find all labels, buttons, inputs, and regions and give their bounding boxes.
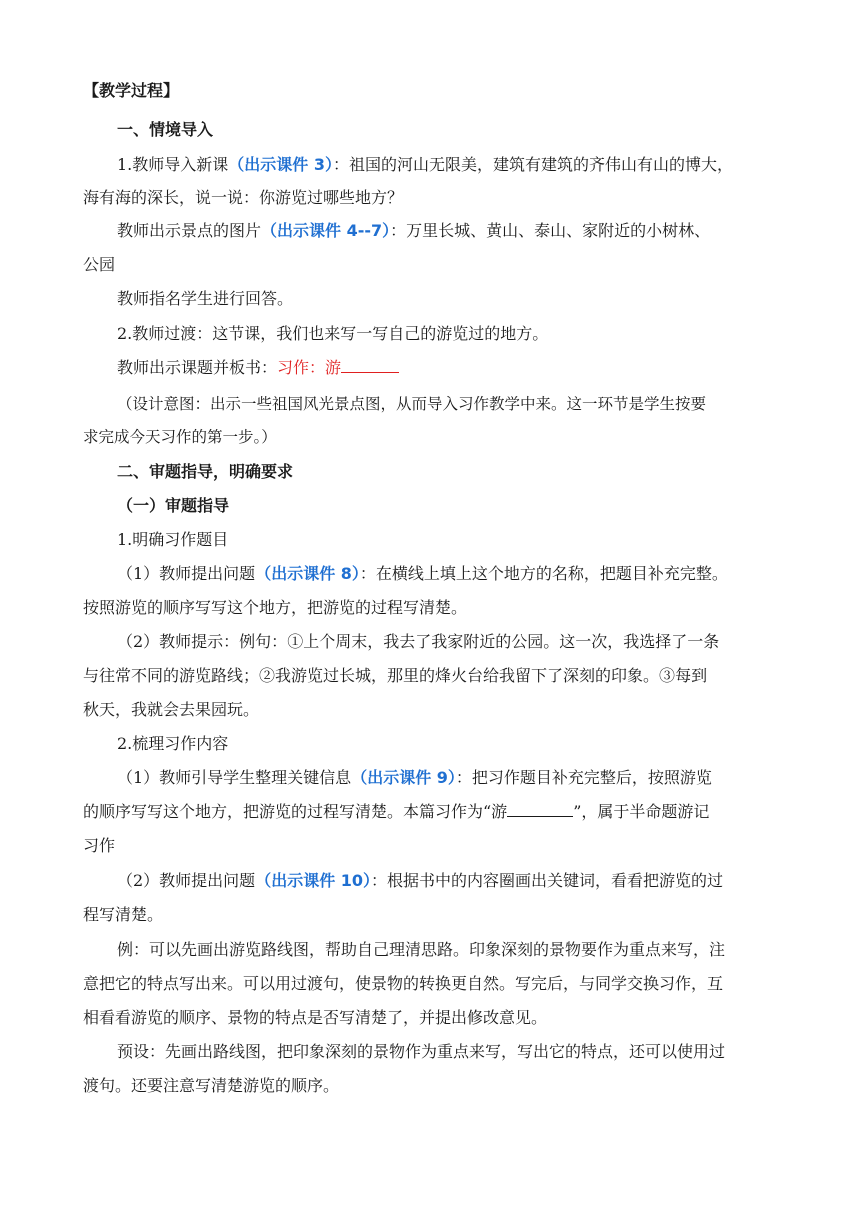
item-2-guide-end: 习作 bbox=[83, 836, 116, 855]
item-2-question-cont: 程写清楚。 bbox=[83, 905, 164, 924]
item-1-hint-cont: 与往常不同的游览路线；②我游览过长城，那里的烽火台给我留下了深刻的印象。③每到 bbox=[83, 666, 708, 685]
item-1-hint-end: 秋天，我就会去果园玩。 bbox=[83, 700, 260, 719]
item-1-question: （1）教师提出问题（出示课件 8）：在横线上填上这个地方的名称，把题目补充完整。 bbox=[117, 564, 728, 583]
example-paragraph: 例：可以先画出游览路线图，帮助自己理清思路。印象深刻的景物要作为重点来写，注 bbox=[117, 940, 726, 959]
item-2-question: （2）教师提出问题（出示课件 10）：根据书中的内容圈画出关键词，看看把游览的过 bbox=[117, 871, 724, 890]
preset-paragraph: 预设：先画出路线图，把印象深刻的景物作为重点来写，写出它的特点，还可以使用过 bbox=[117, 1042, 726, 1061]
courseware-ref: （出示课件 4--7） bbox=[261, 221, 391, 240]
courseware-ref: （出示课件 8） bbox=[255, 564, 360, 583]
item-1-question-cont: 按照游览的顺序写写这个地方，把游览的过程写清楚。 bbox=[83, 598, 468, 617]
courseware-ref: （出示课件 9） bbox=[351, 768, 456, 787]
paragraph-answer: 教师指名学生进行回答。 bbox=[117, 289, 294, 308]
section-title-1: 一、情境导入 bbox=[117, 120, 214, 139]
item-1-hint: （2）教师提示：例句：①上个周末，我去了我家附近的公园。这一次，我选择了一条 bbox=[117, 632, 720, 651]
blank-line bbox=[507, 802, 573, 817]
section-title-2: 二、审题指导，明确要求 bbox=[117, 462, 294, 481]
paragraph-title: 教师出示课题并板书：习作：游 bbox=[117, 358, 399, 378]
courseware-ref: （出示课件 10） bbox=[255, 871, 372, 890]
paragraph-transition: 2.教师过渡：这节课，我们也来写一写自己的游览过的地方。 bbox=[117, 324, 549, 343]
courseware-ref: （出示课件 3） bbox=[228, 155, 333, 174]
section-heading: 【教学过程】 bbox=[83, 81, 180, 100]
paragraph-scenery-cont: 公园 bbox=[83, 255, 116, 274]
paragraph-scenery: 教师出示景点的图片（出示课件 4--7）：万里长城、黄山、泰山、家附近的小树林、 bbox=[117, 221, 711, 240]
example-paragraph-cont: 意把它的特点写出来。可以用过渡句，使景物的转换更自然。写完后，与同学交换习作，互 bbox=[83, 974, 724, 993]
paragraph-intro-cont: 海有海的深长，说一说：你游览过哪些地方？ bbox=[83, 188, 404, 207]
item-2-guide-cont: 的顺序写写这个地方，把游览的过程写清楚。本篇习作为“游 ”，属于半命题游记 bbox=[83, 802, 710, 821]
board-title: 习作：游 bbox=[277, 358, 342, 377]
preset-paragraph-cont: 渡句。还要注意写清楚游览的顺序。 bbox=[83, 1076, 340, 1095]
subsection-title: （一）审题指导 bbox=[117, 496, 230, 515]
paragraph-intro: 1.教师导入新课（出示课件 3）：祖国的河山无限美，建筑有建筑的齐伟山有山的博大， bbox=[117, 155, 734, 174]
blank-line bbox=[341, 358, 399, 373]
item-1-title: 1.明确习作题目 bbox=[117, 530, 229, 549]
item-2-guide: （1）教师引导学生整理关键信息（出示课件 9）：把习作题目补充完整后，按照游览 bbox=[117, 768, 712, 787]
design-intent-cont: 求完成今天习作的第一步。） bbox=[83, 428, 277, 446]
example-paragraph-end: 相看看游览的顺序、景物的特点是否写清楚了，并提出修改意见。 bbox=[83, 1008, 548, 1027]
design-intent: （设计意图：出示一些祖国风光景点图，从而导入习作教学中来。这一环节是学生按要 bbox=[117, 395, 707, 413]
item-2-title: 2.梳理习作内容 bbox=[117, 734, 229, 753]
